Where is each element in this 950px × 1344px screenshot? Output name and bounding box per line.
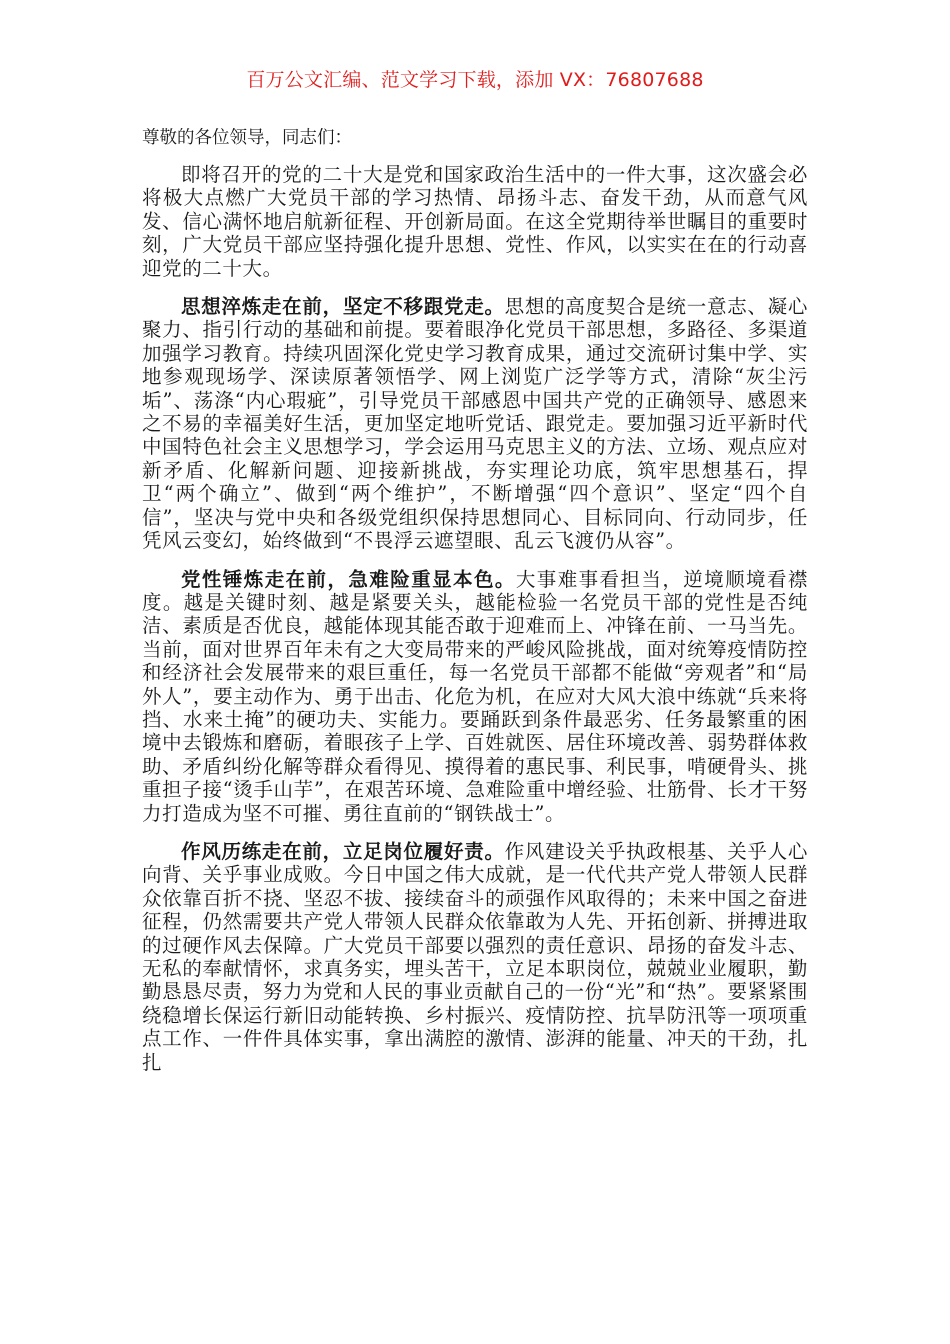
paragraph-party-spirit — [142, 568, 808, 825]
paragraph-text: 思想的高度契合是统一意志、凝心聚力、指引行动的基础和前提。要着眼净化党员干部思想，多路径、多渠道加强学习教育。持续巩固深化党史学习教育成果，通过交流研讨集中学、实地参观现场学、深读原著领悟学、网上浏览广泛学等方式，清除“灰尘污垢”、荡涤“内心瑕疵”，引导党员干部感恩中国共产党的正确领导、感恩来之不易的幸福美好生活，更加坚定地听党话、跟党走。要加强习近平新时代中国特色社会主义思想学习，学会运用马克思主义的方法、立场、观点应对新矛盾、化解新问题、迎接新挑战，夯实理论功底，筑牢思想基石，捍卫“两个确立”、做到“两个维护”，不断增强“四个意识”、坚定“四个自信”，坚决与党中央和各级党组织保持思想同心、目标同向、行动同步，任凭风云变幻，始终做到“不畏浮云遮望眼、乱云飞渡仍从容”。 — [142, 295, 808, 553]
paragraph-thought — [142, 295, 808, 552]
paragraph-work-style — [142, 840, 808, 1074]
paragraph-lead: 思想淬炼走在前，坚定不移跟党走。 — [181, 295, 505, 319]
salutation: 尊敬的各位领导，同志们： — [142, 128, 352, 148]
paragraph-lead: 党性锤炼走在前，急难险重显本色。 — [181, 567, 516, 591]
paragraph-text: 即将召开的党的二十大是党和国家政治生活中的一件大事，这次盛会必将极大点燃广大党员干部的学习热情、昂扬斗志、奋发干劲，从而意气风发、信心满怀地启航新征程、开创新局面。在这全党期待举世瞩目的重要时刻，广大党员干部应坚持强化提升思想、党性、作风，以实实在在的行动喜迎党的二十大。 — [142, 163, 808, 280]
paragraph-intro — [142, 163, 808, 280]
header-banner: 百万公文汇编、范文学习下载，添加 VX：76807688 — [246, 69, 704, 91]
document-body — [142, 163, 808, 1089]
paragraph-text: 作风建设关乎执政根基、关乎人心向背、关乎事业成败。今日中国之伟大成就，是一代代共产党人带领人民群众依靠百折不挠、坚忍不拔、接续奋斗的顽强作风取得的；未来中国之奋进征程，仍然需要共产党人带领人民群众依靠敢为人先、开拓创新、拼搏进取的过硬作风去保障。广大党员干部要以强烈的责任意识、昂扬的奋发斗志、无私的奉献情怀，求真务实，埋头苦干，立足本职岗位，兢兢业业履职，勤勤恳恳尽责，努力为党和人民的事业贡献自己的一份“光”和“热”。要紧紧围绕稳增长保运行新旧动能转换、乡村振兴、疫情防控、抗旱防汛等一项项重点工作、一件件具体实事，拿出满腔的激情、澎湃的能量、冲天的干劲，扎扎 — [142, 839, 808, 1074]
paragraph-lead: 作风历练走在前，立足岗位履好责。 — [181, 839, 505, 863]
paragraph-text: 大事难事看担当，逆境顺境看襟度。越是关键时刻、越是紧要关头，越能检验一名党员干部的党性是否纯洁、素质是否优良，越能体现其能否敢于迎难而上、冲锋在前、一马当先。当前，面对世界百年未有之大变局带来的严峻风险挑战，面对统筹疫情防控和经济社会发展带来的艰巨重任，每一名党员干部都不能做“旁观者”和“局外人”，要主动作为、勇于出击、化危为机，在应对大风大浪中练就“兵来将挡、水来土掩”的硬功夫、实能力。要踊跃到条件最恶劣、任务最繁重的困境中去锻炼和磨砺，着眼孩子上学、百姓就医、居住环境改善、弱势群体救助、矛盾纠纷化解等群众看得见、摸得着的惠民事、利民事，啃硬骨头、挑重担子接“烫手山芋”，在艰苦环境、急难险重中增经验、壮筋骨、长才干努力打造成为坚不可摧、勇往直前的“钢铁战士”。 — [142, 567, 808, 825]
